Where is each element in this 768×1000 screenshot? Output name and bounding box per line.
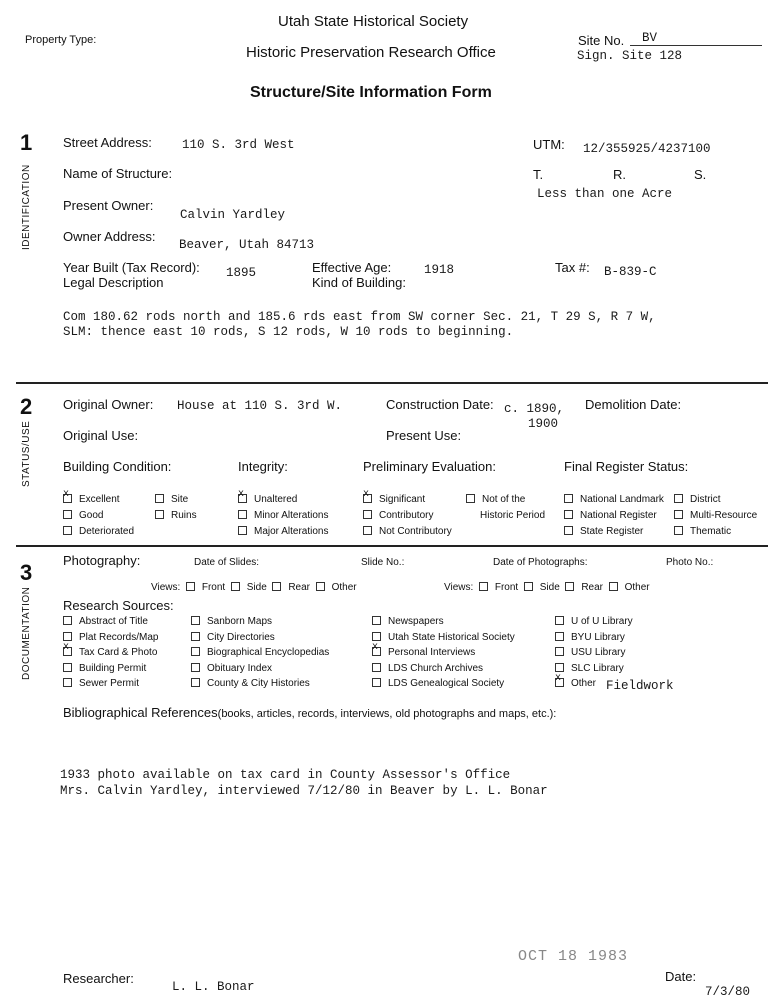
checkbox-icon	[191, 663, 200, 672]
checkbox-icon	[191, 632, 200, 641]
demolition-date-label: Demolition Date:	[585, 397, 682, 412]
section-1-number: 1	[20, 130, 33, 155]
prelim-contributory[interactable]: Contributory	[363, 510, 433, 521]
checkbox-icon	[466, 494, 475, 503]
checkbox-icon	[555, 663, 564, 672]
final-national-landmark[interactable]: National Landmark	[564, 494, 664, 505]
slides-views: Views: Front Side Rear Other	[151, 582, 357, 593]
checkbox-icon[interactable]	[272, 582, 281, 591]
src-newspapers[interactable]: Newspapers	[372, 616, 444, 627]
tax-label: Tax #:	[555, 260, 590, 275]
cond-excellent[interactable]: xExcellent	[63, 494, 120, 505]
integrity-unaltered[interactable]: xUnaltered	[238, 494, 297, 505]
present-owner-value: Calvin Yardley	[180, 208, 286, 222]
integrity-minor[interactable]: Minor Alterations	[238, 510, 328, 521]
src-lds-church[interactable]: LDS Church Archives	[372, 663, 483, 674]
tax-value: B-839-C	[604, 265, 657, 279]
owner-address-label: Owner Address:	[63, 229, 156, 244]
checkbox-checked-icon	[372, 647, 381, 656]
checkbox-checked-icon	[63, 647, 72, 656]
checkbox-icon[interactable]	[479, 582, 488, 591]
research-sources-label: Research Sources:	[63, 598, 174, 613]
integrity-label: Integrity:	[238, 459, 288, 474]
biblio-line-2: Mrs. Calvin Yardley, interviewed 7/12/80 in Beaver by L. L. Bonar	[60, 784, 548, 798]
construction-date-value-1: c. 1890,	[504, 402, 565, 416]
date-value: 7/3/80	[705, 985, 751, 999]
org-name: Utah State Historical Society	[278, 13, 469, 30]
checkbox-icon[interactable]	[231, 582, 240, 591]
checkbox-checked-icon	[555, 678, 564, 687]
office-name: Historic Preservation Research Office	[246, 44, 496, 61]
src-byu[interactable]: BYU Library	[555, 632, 625, 643]
researcher-label: Researcher:	[63, 971, 134, 986]
final-register-status-label: Final Register Status:	[564, 459, 689, 474]
date-of-slides-label: Date of Slides:	[194, 557, 260, 568]
checkbox-icon	[372, 616, 381, 625]
date-of-photographs-label: Date of Photographs:	[493, 557, 588, 568]
photography-label: Photography:	[63, 553, 141, 568]
checkbox-icon	[564, 510, 573, 519]
utm-value: 12/355925/4237100	[583, 142, 711, 156]
src-tax-card[interactable]: xTax Card & Photo	[63, 647, 157, 658]
checkbox-icon[interactable]	[609, 582, 618, 591]
checkbox-icon	[191, 616, 200, 625]
src-city-directories[interactable]: City Directories	[191, 632, 275, 643]
owner-address-value: Beaver, Utah 84713	[179, 238, 315, 252]
checkbox-icon	[63, 663, 72, 672]
src-sewer-permit[interactable]: Sewer Permit	[63, 678, 139, 689]
status-use-tag: STATUS/USE	[21, 420, 32, 487]
r-label: R.	[613, 167, 626, 182]
src-other-value: Fieldwork	[606, 679, 674, 693]
checkbox-icon	[372, 663, 381, 672]
cond-site[interactable]: Site	[155, 494, 188, 505]
src-uofu[interactable]: U of U Library	[555, 616, 633, 627]
checkbox-icon	[555, 616, 564, 625]
src-obituary[interactable]: Obituary Index	[191, 663, 272, 674]
checkbox-icon	[555, 647, 564, 656]
checkbox-icon	[238, 510, 247, 519]
kind-of-building-label: Kind of Building:	[312, 275, 406, 290]
sign-site: Sign. Site 128	[577, 49, 683, 63]
checkbox-icon	[555, 632, 564, 641]
form-title: Structure/Site Information Form	[250, 84, 492, 101]
checkbox-checked-icon	[63, 494, 72, 503]
street-address-value: 110 S. 3rd West	[182, 138, 295, 152]
src-building-permit[interactable]: Building Permit	[63, 663, 146, 674]
s-label: S.	[694, 167, 707, 182]
section-3-number: 3	[20, 560, 33, 585]
property-type-label: Property Type:	[25, 34, 97, 46]
cond-good[interactable]: Good	[63, 510, 103, 521]
checkbox-icon	[372, 678, 381, 687]
checkbox-checked-icon	[363, 494, 372, 503]
effective-age-label: Effective Age:	[312, 260, 392, 275]
researcher-value: L. L. Bonar	[172, 980, 255, 994]
legal-line-2: SLM: thence east 10 rods, S 12 rods, W 10 rods to beginning.	[63, 325, 514, 339]
effective-age-value: 1918	[424, 263, 455, 277]
acreage-value: Less than one Acre	[537, 187, 673, 201]
final-multi-resource[interactable]: Multi-Resource	[674, 510, 757, 521]
biblio-line-1: 1933 photo available on tax card in County Assessor's Office	[60, 768, 511, 782]
received-stamp: OCT 18 1983	[518, 948, 629, 965]
checkbox-icon	[63, 632, 72, 641]
checkbox-icon	[674, 510, 683, 519]
cond-deteriorated[interactable]: Deteriorated	[63, 526, 134, 537]
src-personal-interviews[interactable]: xPersonal Interviews	[372, 647, 475, 658]
prelim-not-contributory[interactable]: Not Contributory	[363, 526, 452, 537]
src-ushs[interactable]: Utah State Historical Society	[372, 632, 515, 643]
section-2-number: 2	[20, 394, 33, 419]
checkbox-icon[interactable]	[565, 582, 574, 591]
src-abstract[interactable]: Abstract of Title	[63, 616, 148, 627]
checkbox-icon	[191, 647, 200, 656]
present-use-label: Present Use:	[386, 428, 462, 443]
photos-views: Views: Front Side Rear Other	[444, 582, 650, 593]
checkbox-icon	[363, 526, 372, 535]
section-divider-1	[16, 382, 768, 384]
checkbox-icon	[372, 632, 381, 641]
prelim-significant[interactable]: xSignificant	[363, 494, 425, 505]
legal-description-label: Legal Description	[63, 275, 164, 290]
src-other[interactable]: xOther	[555, 678, 596, 689]
final-thematic[interactable]: Thematic	[674, 526, 731, 537]
src-plat[interactable]: Plat Records/Map	[63, 632, 158, 643]
checkbox-icon[interactable]	[524, 582, 533, 591]
src-sanborn[interactable]: Sanborn Maps	[191, 616, 272, 627]
building-condition-label: Building Condition:	[63, 459, 172, 474]
checkbox-icon	[674, 494, 683, 503]
original-owner-label: Original Owner:	[63, 397, 154, 412]
year-built-value: 1895	[226, 266, 257, 280]
section-divider-2	[16, 545, 768, 547]
site-no-value: BV	[630, 31, 762, 46]
prelim-not-historic[interactable]: Not of the	[466, 494, 525, 505]
checkbox-icon	[363, 510, 372, 519]
bibliographical-references-label: Bibliographical References(books, articles, records, interviews, old photographs and maps, etc.):	[63, 705, 557, 720]
src-lds-genealogical[interactable]: LDS Genealogical Society	[372, 678, 504, 689]
documentation-tag: DOCUMENTATION	[21, 586, 32, 680]
final-district[interactable]: District	[674, 494, 721, 505]
checkbox-icon	[63, 678, 72, 687]
src-slc[interactable]: SLC Library	[555, 663, 624, 674]
src-county-city[interactable]: County & City Histories	[191, 678, 310, 689]
integrity-major[interactable]: Major Alterations	[238, 526, 328, 537]
utm-label: UTM:	[533, 137, 565, 152]
checkbox-icon	[674, 526, 683, 535]
original-use-label: Original Use:	[63, 428, 139, 443]
t-label: T.	[533, 167, 544, 182]
checkbox-icon	[63, 526, 72, 535]
structure-name-label: Name of Structure:	[63, 166, 173, 181]
checkbox-icon	[63, 510, 72, 519]
photo-no-label: Photo No.:	[666, 557, 714, 568]
src-usu[interactable]: USU Library	[555, 647, 625, 658]
checkbox-icon	[238, 526, 247, 535]
checkbox-icon[interactable]	[316, 582, 325, 591]
checkbox-icon	[564, 494, 573, 503]
site-no-label: Site No.	[578, 33, 625, 48]
year-built-label: Year Built (Tax Record):	[63, 260, 200, 275]
legal-line-1: Com 180.62 rods north and 185.6 rds east from SW corner Sec. 21, T 29 S, R 7 W,	[63, 310, 656, 324]
date-label: Date:	[665, 969, 697, 984]
checkbox-icon	[63, 616, 72, 625]
checkbox-icon	[155, 510, 164, 519]
identification-tag: IDENTIFICATION	[21, 164, 32, 250]
prelim-historic-period-label: Historic Period	[480, 510, 546, 521]
final-state-register[interactable]: State Register	[564, 526, 643, 537]
checkbox-icon	[155, 494, 164, 503]
checkbox-icon	[191, 678, 200, 687]
original-owner-value: House at 110 S. 3rd W.	[177, 399, 343, 413]
construction-date-label: Construction Date:	[386, 397, 494, 412]
checkbox-icon[interactable]	[186, 582, 195, 591]
present-owner-label: Present Owner:	[63, 198, 154, 213]
final-national-register[interactable]: National Register	[564, 510, 657, 521]
checkbox-icon	[564, 526, 573, 535]
construction-date-value-2: 1900	[528, 417, 559, 431]
cond-ruins[interactable]: Ruins	[155, 510, 197, 521]
slide-no-label: Slide No.:	[361, 557, 405, 568]
street-address-label: Street Address:	[63, 135, 152, 150]
src-biographical[interactable]: Biographical Encyclopedias	[191, 647, 329, 658]
checkbox-checked-icon	[238, 494, 247, 503]
preliminary-evaluation-label: Preliminary Evaluation:	[363, 459, 496, 474]
